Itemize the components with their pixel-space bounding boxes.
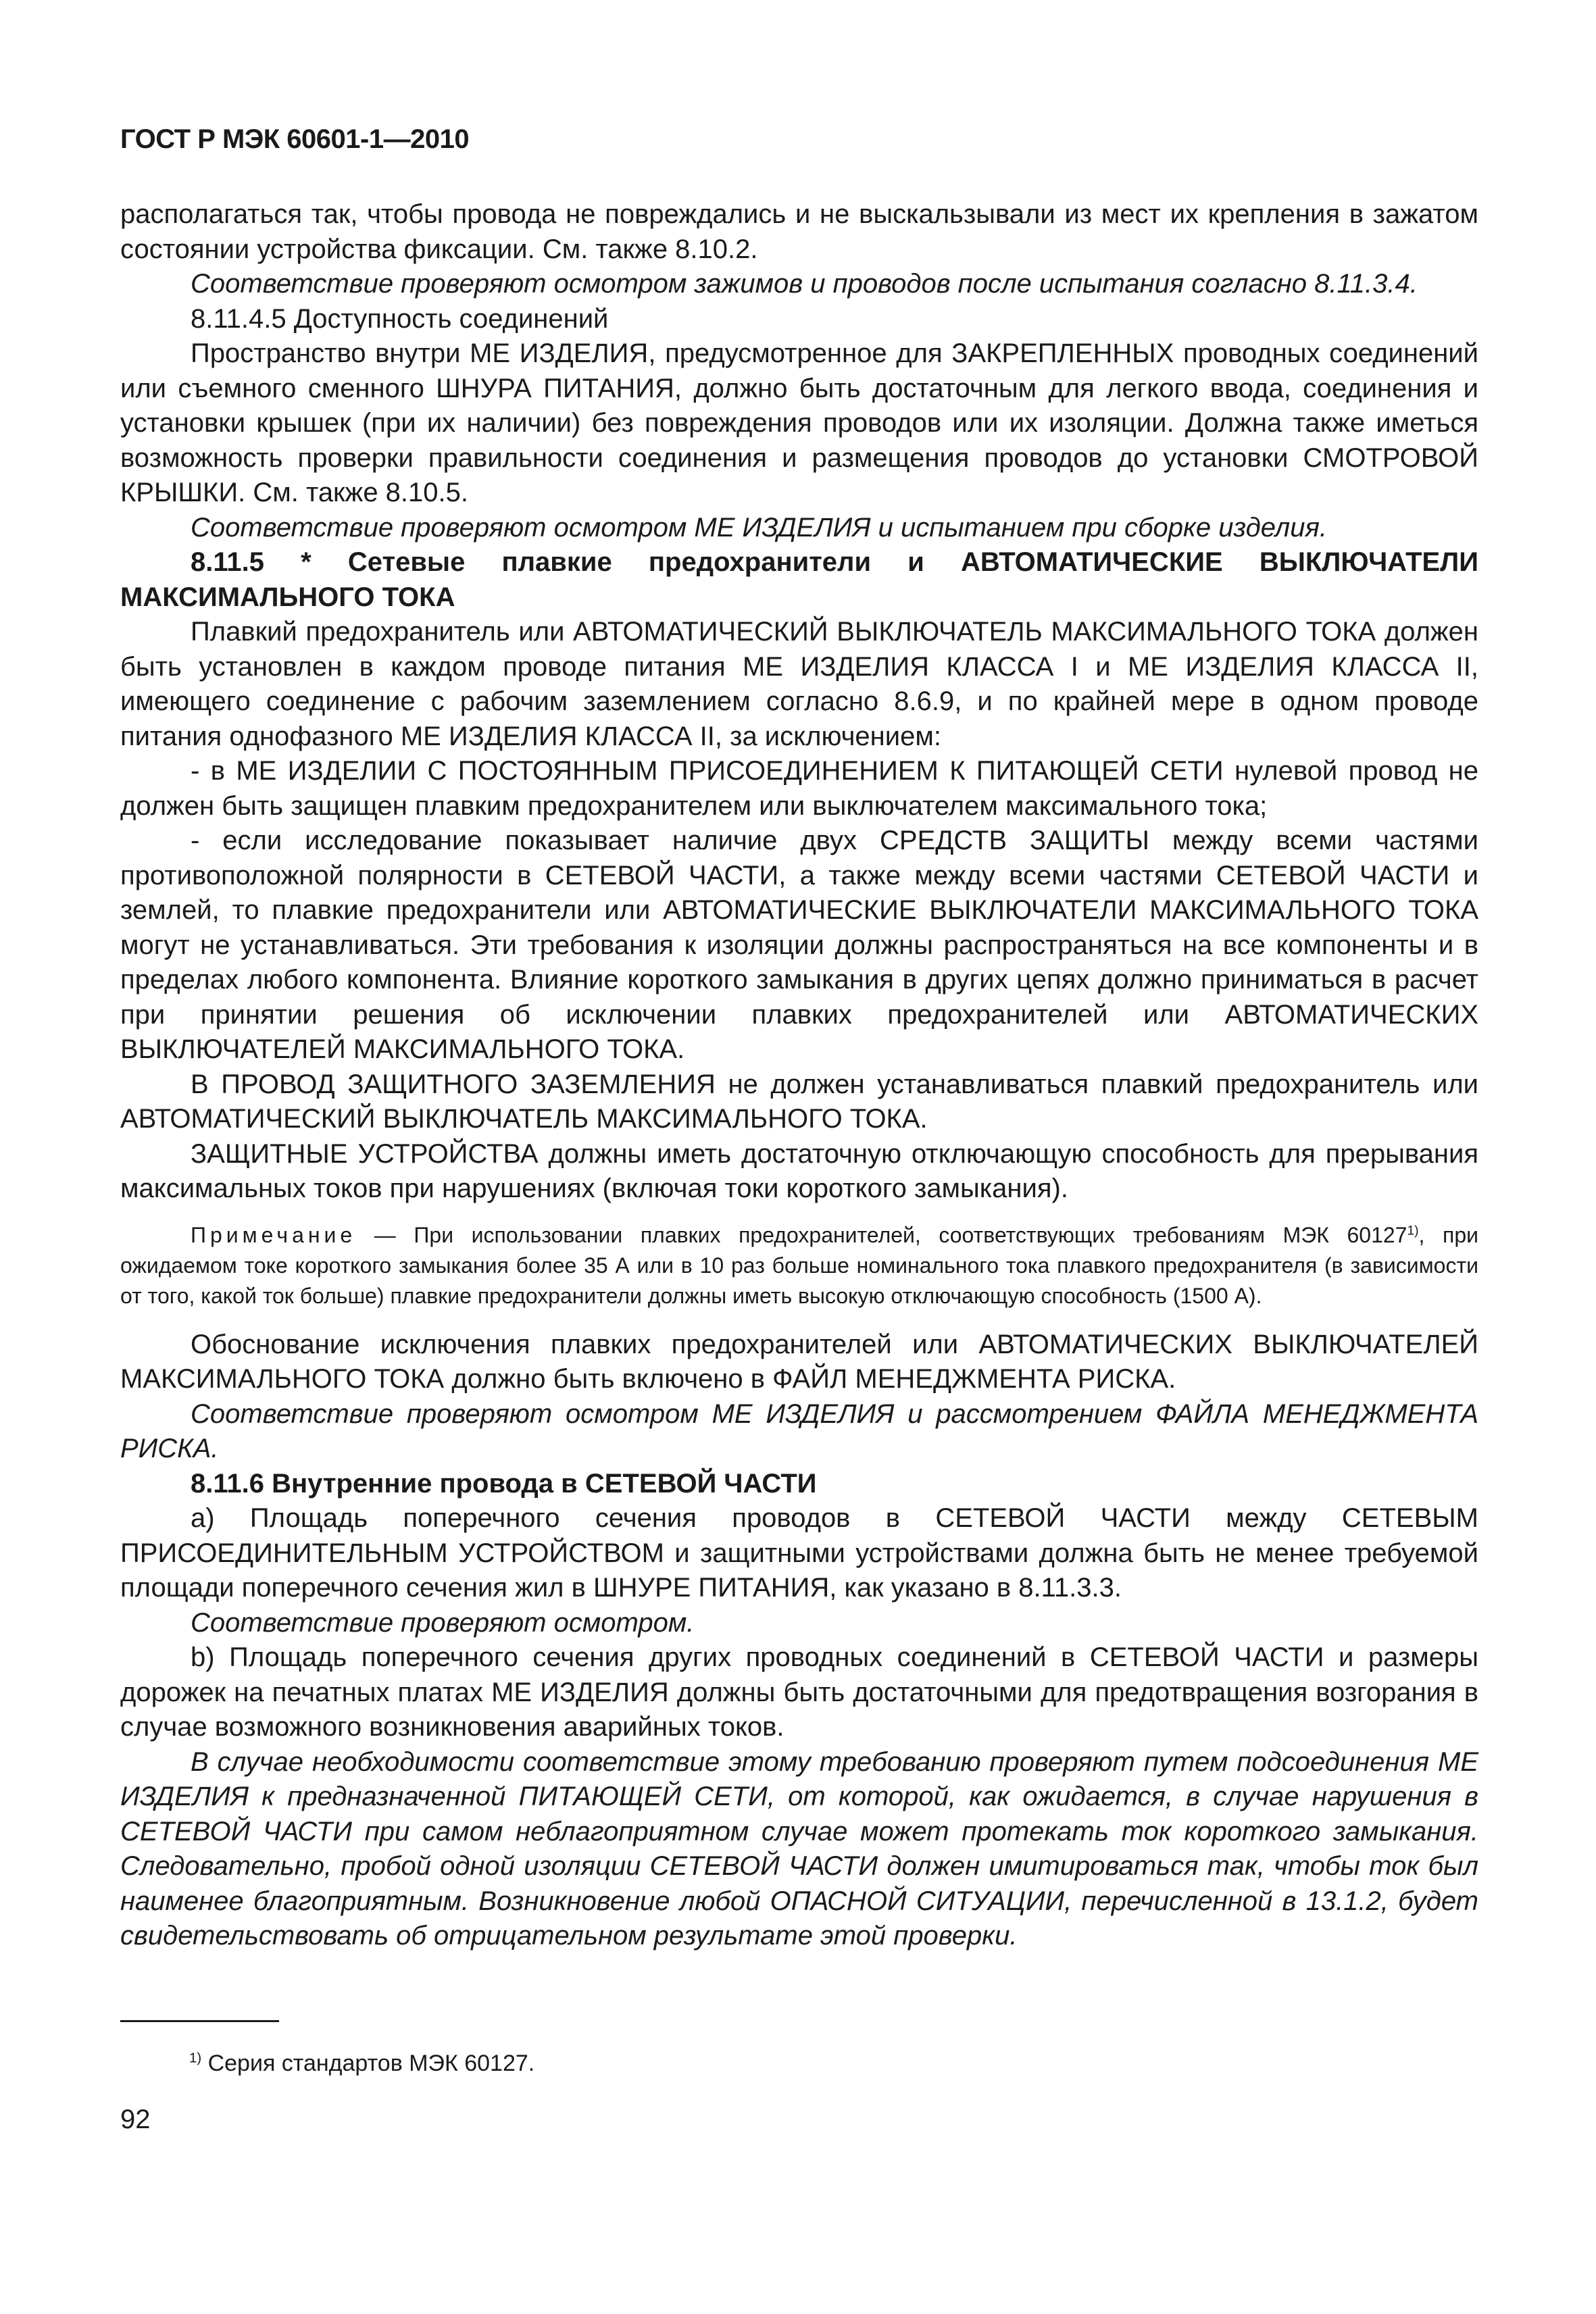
list-item: - в МЕ ИЗДЕЛИИ С ПОСТОЯННЫМ ПРИСОЕДИНЕНИЕМ К ПИТАЮЩЕЙ СЕТИ нулевой провод не должен быть защищен плавким предохранителем или выключателем максимального тока; [120, 756, 1478, 821]
paragraph: b) Площадь поперечного сечения других проводных соединений в СЕТЕВОЙ ЧАСТИ и размеры дорожек на печатных платах МЕ ИЗДЕЛИЯ должны быть достаточными для предотвращения возгорания в случае возможного возникновения аварийных токов. [120, 1642, 1478, 1742]
paragraph: ЗАЩИТНЫЕ УСТРОЙСТВА должны иметь достаточную отключающую способность для прерывания максимальных токов при нарушениях (включая токи короткого замыкания). [120, 1138, 1478, 1203]
note [120, 1220, 1478, 1311]
note-label: Примечание [191, 1222, 357, 1247]
footnote-text: Серия стандартов МЭК 60127. [201, 2051, 535, 2076]
compliance-paragraph: Соответствие проверяют осмотром МЕ ИЗДЕЛИЯ и рассмотрением ФАЙЛА МЕНЕДЖМЕНТА РИСКА. [120, 1399, 1478, 1463]
section-heading: 8.11.6 Внутренние провода в СЕТЕВОЙ ЧАСТИ [191, 1468, 817, 1499]
paragraph: Обоснование исключения плавких предохранителей или АВТОМАТИЧЕСКИХ ВЫКЛЮЧАТЕЛЕЙ МАКСИМАЛЬНОГО ТОКА должно быть включено в ФАЙЛ МЕНЕДЖМЕНТА РИСКА. [120, 1329, 1478, 1394]
page-number: 92 [120, 2105, 151, 2134]
footnote-ref: 1) [1407, 1223, 1419, 1238]
page-header: ГОСТ Р МЭК 60601-1—2010 [120, 124, 470, 154]
compliance-paragraph: Соответствие проверяют осмотром зажимов и проводов после испытания согласно 8.11.3.4. [191, 269, 1418, 299]
compliance-paragraph: Соответствие проверяют осмотром. [191, 1607, 695, 1638]
body-text [120, 197, 1478, 1954]
footnote-divider [120, 2020, 279, 2022]
list-item: - если исследование показывает наличие двух СРЕДСТВ ЗАЩИТЫ между всеми частями противоположной полярности в СЕТЕВОЙ ЧАСТИ, а также между всеми частями СЕТЕВОЙ ЧАСТИ и землей, то плавкие предохранители или АВТОМАТИЧЕСКИЕ ВЫКЛЮЧАТЕЛИ МАКСИМАЛЬНОГО ТОКА могут не устанавливаться. Эти требования к изоляции должны распространяться на все компоненты и в пределах любого компонента. Влияние короткого замыкания в других цепях должно приниматься в расчет при принятии решения об исключении плавких предохранителей или АВТОМАТИЧЕСКИХ ВЫКЛЮЧАТЕЛЕЙ МАКСИМАЛЬНОГО ТОКА. [120, 826, 1478, 1064]
paragraph: a) Площадь поперечного сечения проводов в СЕТЕВОЙ ЧАСТИ между СЕТЕВЫМ ПРИСОЕДИНИТЕЛЬНЫМ УСТРОЙСТВОМ и защитными устройствами должна быть не менее требуемой площади поперечного сечения жил в ШНУРЕ ПИТАНИЯ, как указано в 8.11.3.3. [120, 1503, 1478, 1603]
footnote [189, 2048, 534, 2078]
footnote-marker: 1) [189, 2051, 202, 2066]
paragraph: Пространство внутри МЕ ИЗДЕЛИЯ, предусмотренное для ЗАКРЕПЛЕННЫХ проводных соединений или съемного сменного ШНУРА ПИТАНИЯ, должно быть достаточным для легкого ввода, соединения и установки крышек (при их наличии) без повреждения проводов или их изоляции. Должна также иметься возможность проверки правильности соединения и размещения проводов до установки СМОТРОВОЙ КРЫШКИ. См. также 8.10.5. [120, 338, 1478, 507]
note-text: , при ожидаемом токе короткого замыкания более 35 А или в 10 раз больше номинального тока плавкого предохранителя (в зависимости от того, какой ток больше) плавкие предохранители должны иметь высокую отключающую способность (1500 А). [120, 1222, 1479, 1308]
note-text: При использовании плавких предохранителей, соответствующих требованиям МЭК 60127 [414, 1222, 1407, 1247]
section-heading: 8.11.5 * Сетевые плавкие предохранители и АВТОМАТИЧЕСКИЕ ВЫКЛЮЧАТЕЛИ МАКСИМАЛЬНОГО ТОКА [120, 547, 1478, 612]
compliance-paragraph: В случае необходимости соответствие этому требованию проверяют путем подсоединения МЕ ИЗДЕЛИЯ к предназначенной ПИТАЮЩЕЙ СЕТИ, от которой, как ожидается, в случае нарушения в СЕТЕВОЙ ЧАСТИ при самом неблагоприятном случае может протекать ток короткого замыкания. Следовательно, пробой одной изоляции СЕТЕВОЙ ЧАСТИ должен имитироваться так, чтобы ток был наименее благоприятным. Возникновение любой ОПАСНОЙ СИТУАЦИИ, перечисленной в 13.1.2, будет свидетельствовать об отрицательном результате этой проверки. [120, 1746, 1478, 1951]
paragraph: В ПРОВОД ЗАЩИТНОГО ЗАЗЕМЛЕНИЯ не должен устанавливаться плавкий предохранитель или АВТОМАТИЧЕСКИЙ ВЫКЛЮЧАТЕЛЬ МАКСИМАЛЬНОГО ТОКА. [120, 1069, 1478, 1134]
compliance-paragraph: Соответствие проверяют осмотром МЕ ИЗДЕЛИЯ и испытанием при сборке изделия. [191, 512, 1327, 543]
paragraph: располагаться так, чтобы провода не повреждались и не выскальзывали из мест их крепления в зажатом состоянии устройства фиксации. См. также 8.10.2. [120, 199, 1478, 264]
paragraph: Плавкий предохранитель или АВТОМАТИЧЕСКИЙ ВЫКЛЮЧАТЕЛЬ МАКСИМАЛЬНОГО ТОКА должен быть установлен в каждом проводе питания МЕ ИЗДЕЛИЯ КЛАССА I и МЕ ИЗДЕЛИЯ КЛАССА II, имеющего соединение с рабочим заземлением согласно 8.6.9, и по крайней мере в одном проводе питания однофазного МЕ ИЗДЕЛИЯ КЛАССА II, за исключением: [120, 617, 1478, 751]
note-dash: — [356, 1222, 414, 1247]
section-heading: 8.11.4.5 Доступность соединений [191, 303, 609, 334]
